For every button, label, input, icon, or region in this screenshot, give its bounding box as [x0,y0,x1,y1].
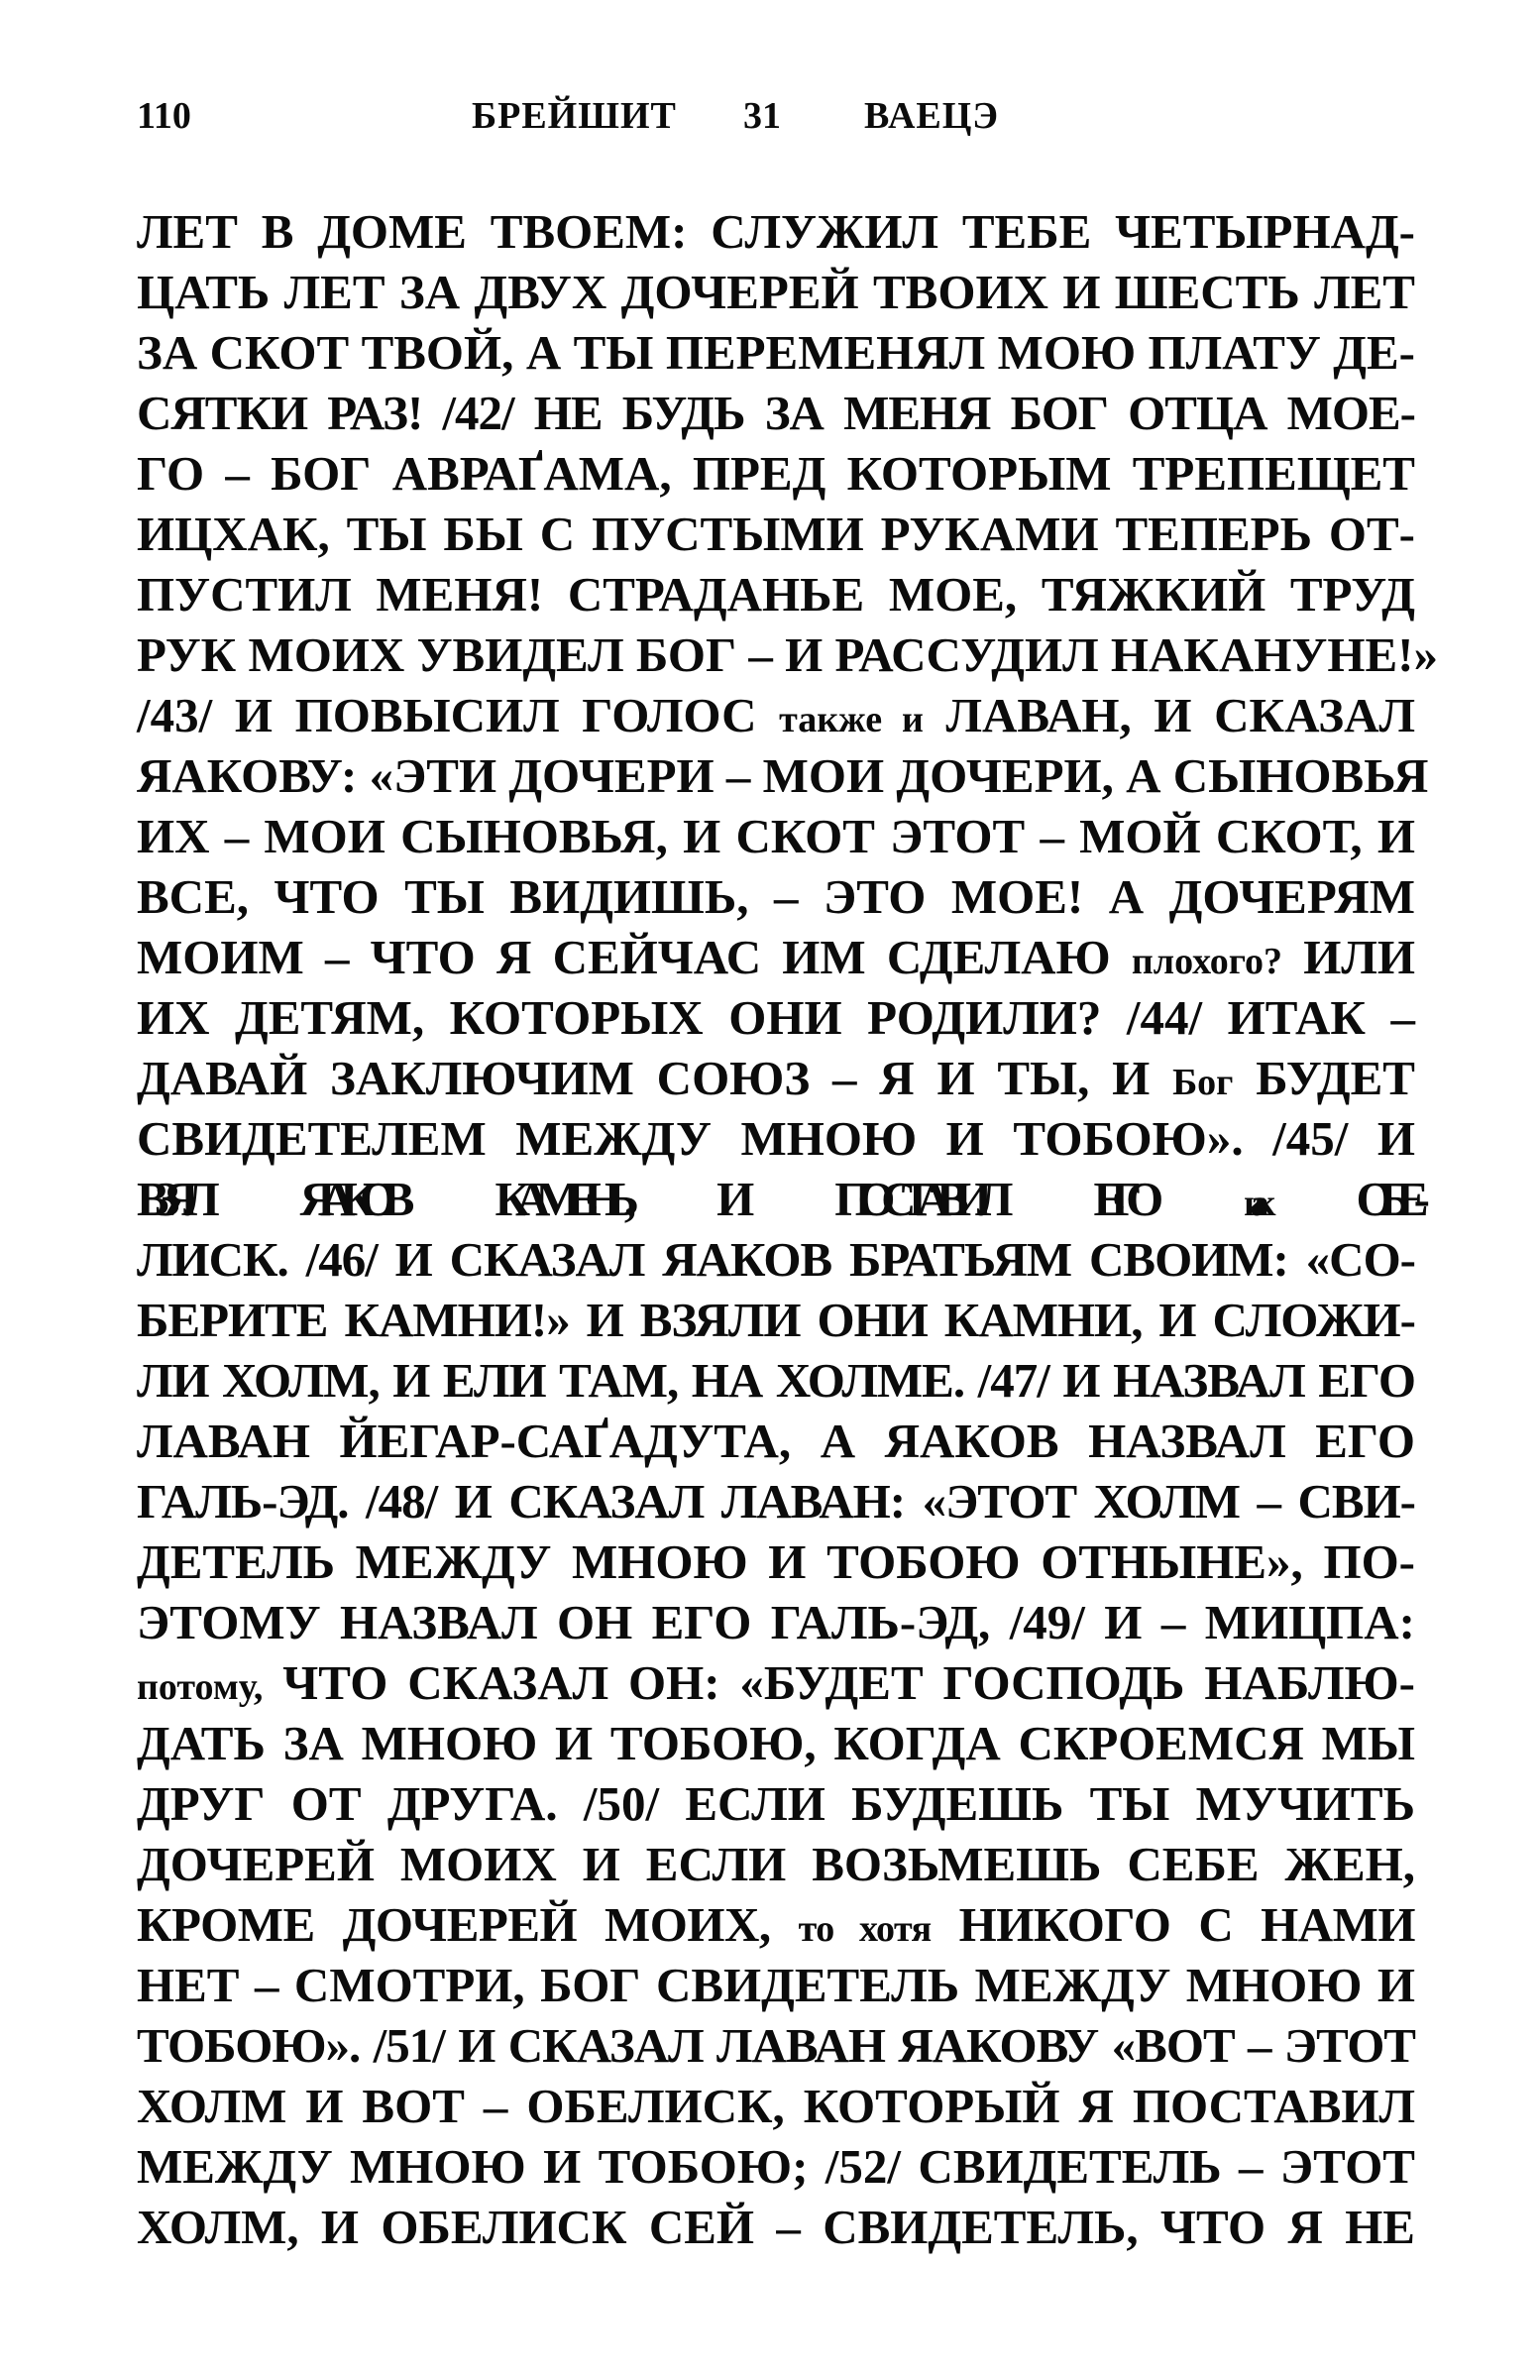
text-line [137,443,1415,504]
text-fragment: ЦАТЬ ЛЕТ ЗА ДВУХ ДОЧЕРЕЙ ТВОИХ И ШЕСТЬ ЛЕТ [137,265,1415,319]
text-line [137,1592,1415,1652]
text-line [137,806,1415,866]
text-fragment: ГО – БОГ АВРАҐАМА, ПРЕД КОТОРЫМ ТРЕПЕЩЕТ [137,446,1415,501]
text-fragment: ВЗЯЛ ЯАКОВ КАМЕНЬ, И ПОСТАВИЛ ЕГО [137,1172,1245,1226]
portion-title: ВАЕЦЭ [864,95,1000,137]
text-fragment: ЛИ ХОЛМ, И ЕЛИ ТАМ, НА ХОЛМЕ. /47/ И НАЗВАЛ ЕГО [137,1353,1415,1408]
inserted-word: также и [779,699,924,740]
text-line [137,866,1415,927]
text-line [137,383,1415,443]
text-line [137,1713,1415,1773]
text-fragment: ЭТОМУ НАЗВАЛ ОН ЕГО ГАЛЬ-ЭД, /49/ И – МИЦПА: [137,1595,1415,1649]
text-line [137,1229,1415,1290]
text-fragment: МЕЖДУ МНОЮ И ТОБОЮ; /52/ СВИДЕТЕЛЬ – ЭТОТ [137,2139,1415,2194]
text-line [137,201,1415,262]
page-number: 110 [137,95,191,137]
inserted-word: плохого? [1131,941,1283,982]
text-fragment: /43/ И ПОВЫСИЛ ГОЛОС [137,688,780,742]
text-line [137,1773,1415,1834]
text-fragment: ДЕТЕЛЬ МЕЖДУ МНОЮ И ТОБОЮ ОТНЫНЕ», ПО- [137,1534,1415,1589]
text-fragment: ХОЛМ, И ОБЕЛИСК СЕЙ – СВИДЕТЕЛЬ, ЧТО Я НЕ [137,2200,1415,2254]
inserted-word: Бог [1172,1062,1234,1103]
text-fragment: ВСЕ, ЧТО ТЫ ВИДИШЬ, – ЭТО МОЕ! А ДОЧЕРЯМ [137,869,1415,924]
text-line [137,1411,1415,1471]
text-fragment: ИЛИ [1282,930,1415,984]
text-fragment: ГАЛЬ-ЭД. /48/ И СКАЗАЛ ЛАВАН: «ЭТОТ ХОЛМ – СВИ- [137,1474,1415,1529]
text-fragment: НИКОГО С НАМИ [931,1897,1415,1952]
text-line [137,1350,1415,1411]
text-line [137,927,1415,987]
text-line [137,1894,1415,1955]
text-fragment: ЛЕТ В ДОМЕ ТВОЕМ: СЛУЖИЛ ТЕБЕ ЧЕТЫРНАД- [137,204,1415,259]
book-title: БРЕЙШИТ [472,95,677,137]
text-fragment: РУК МОИХ УВИДЕЛ БОГ – И РАССУДИЛ НАКАНУНЕ!» [137,627,1438,682]
text-fragment: ЧТО СКАЗАЛ ОН: «БУДЕТ ГОСПОДЬ НАБЛЮ- [263,1655,1415,1710]
inserted-word: потому, [137,1666,264,1708]
text-line [137,745,1429,806]
text-line [137,685,1415,745]
text-line [137,624,1438,685]
text-fragment: ТОБОЮ». /51/ И СКАЗАЛ ЛАВАН ЯАКОВУ «ВОТ – ЭТОТ [137,2018,1415,2073]
text-fragment: ДАВАЙ ЗАКЛЮЧИМ СОЮЗ – Я И ТЫ, И [137,1051,1173,1105]
text-line [137,262,1415,322]
running-header [137,91,1415,141]
text-fragment: МОИМ – ЧТО Я СЕЙЧАС ИМ СДЕЛАЮ [137,930,1132,984]
text-fragment: ДОЧЕРЕЙ МОИХ И ЕСЛИ ВОЗЬМЕШЬ СЕБЕ ЖЕН, [137,1837,1415,1891]
text-line [137,1834,1415,1894]
text-fragment: ИХ – МОИ СЫНОВЬЯ, И СКОТ ЭТОТ – МОЙ СКОТ, И [137,809,1415,863]
body-text [137,201,1438,2257]
text-line [137,1652,1415,1713]
text-line [137,504,1415,564]
text-fragment: ДАТЬ ЗА МНОЮ И ТОБОЮ, КОГДА СКРОЕМСЯ МЫ [137,1716,1415,1770]
text-line [137,1108,1415,1169]
text-fragment: ИЦХАК, ТЫ БЫ С ПУСТЫМИ РУКАМИ ТЕПЕРЬ ОТ- [137,507,1415,561]
text-fragment: ИХ ДЕТЯМ, КОТОРЫХ ОНИ РОДИЛИ? /44/ ИТАК – [137,990,1415,1045]
text-fragment: СЯТКИ РАЗ! /42/ НЕ БУДЬ ЗА МЕНЯ БОГ ОТЦА МОЕ- [137,386,1415,440]
text-line [137,564,1415,624]
text-fragment: БЕРИТЕ КАМНИ!» И ВЗЯЛИ ОНИ КАМНИ, И СЛОЖИ- [137,1293,1415,1347]
text-fragment: ПУСТИЛ МЕНЯ! СТРАДАНЬЕ МОЕ, ТЯЖКИЙ ТРУД [137,567,1415,622]
text-line [137,2136,1415,2197]
text-line [137,987,1415,1048]
text-fragment: ОБЕ- [1261,1172,1416,1226]
text-fragment: НЕТ – СМОТРИ, БОГ СВИДЕТЕЛЬ МЕЖДУ МНОЮ И [137,1958,1415,2012]
inserted-word: как [1244,1183,1262,1224]
text-fragment: СВИДЕТЕЛЕМ МЕЖДУ МНОЮ И ТОБОЮ». /45/ И [137,1111,1415,1166]
text-fragment: ЗА СКОТ ТВОЙ, А ТЫ ПЕРЕМЕНЯЛ МОЮ ПЛАТУ ДЕ- [137,325,1415,380]
text-line [137,2015,1415,2076]
chapter-number: 31 [743,95,781,137]
text-fragment: КРОМЕ ДОЧЕРЕЙ МОИХ, [137,1897,799,1952]
text-fragment: ХОЛМ И ВОТ – ОБЕЛИСК, КОТОРЫЙ Я ПОСТАВИЛ [137,2079,1415,2133]
text-fragment: БУДЕТ [1233,1051,1415,1105]
text-line [137,2076,1415,2136]
text-line [137,2197,1415,2257]
text-line [137,1531,1415,1592]
text-fragment: ЛИСК. /46/ И СКАЗАЛ ЯАКОВ БРАТЬЯМ СВОИМ: «СО- [137,1232,1415,1287]
text-line [137,1471,1415,1531]
text-line [137,1955,1415,2015]
text-line [137,322,1415,383]
text-line [137,1048,1415,1108]
text-fragment: ДРУГ ОТ ДРУГА. /50/ ЕСЛИ БУДЕШЬ ТЫ МУЧИТЬ [137,1776,1415,1831]
inserted-word: то хотя [798,1908,932,1950]
text-fragment: ЯАКОВУ: «ЭТИ ДОЧЕРИ – МОИ ДОЧЕРИ, А СЫНОВЬЯ [137,748,1429,803]
text-line [137,1169,1415,1229]
text-fragment: ЛАВАН ЙЕГАР-САҐАДУТА, А ЯАКОВ НАЗВАЛ ЕГО [137,1414,1415,1468]
text-fragment: ЛАВАН, И СКАЗАЛ [923,688,1415,742]
text-line [137,1290,1415,1350]
